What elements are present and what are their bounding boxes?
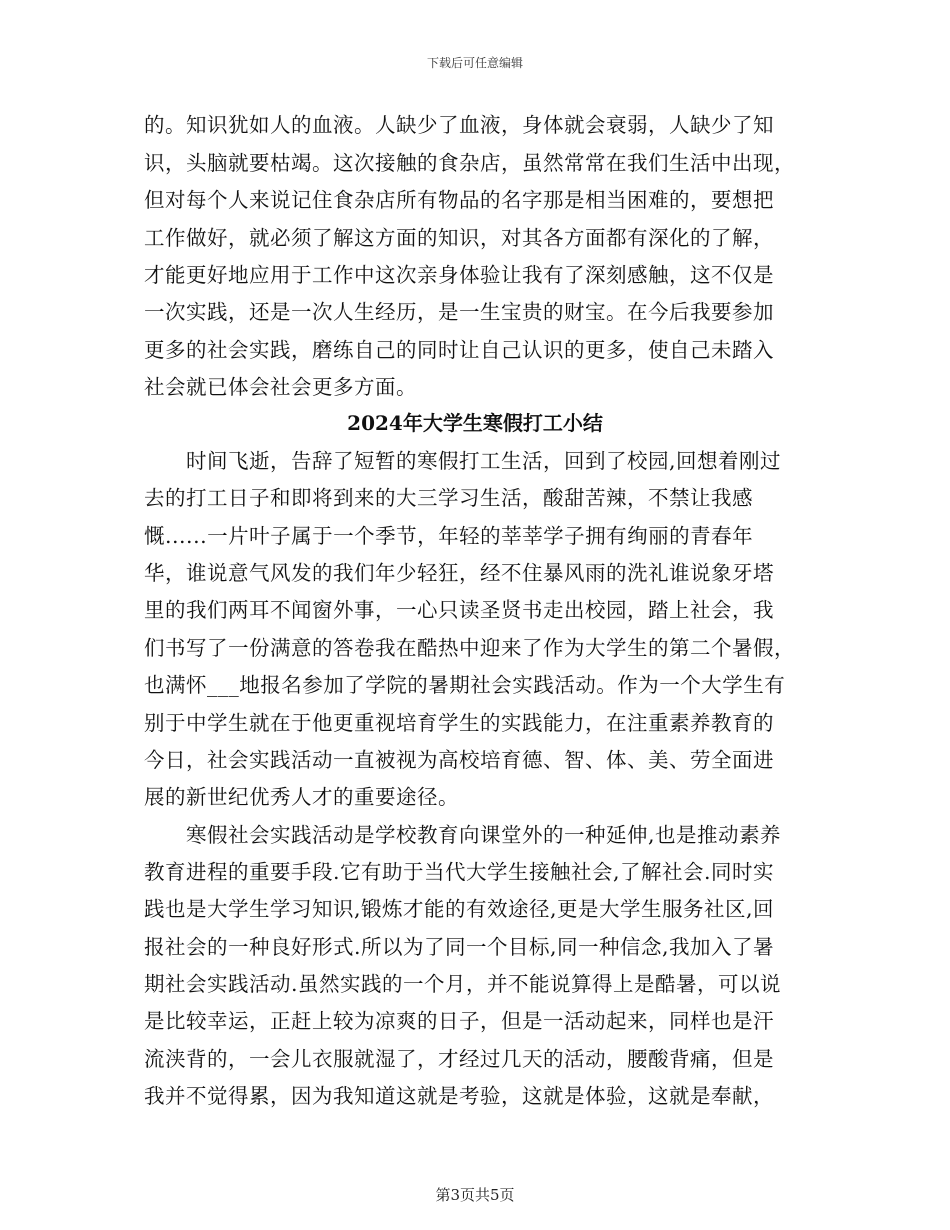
- para1-line-5: 才能更好地应用于工作中这次亲身体验让我有了深刻感触，这不仅是: [144, 263, 774, 287]
- para3-line-4: 报社会的一种良好形式.所以为了同一个目标,同一种信念,我加入了暑: [144, 935, 775, 959]
- para2-line-5: 里的我们两耳不闻窗外事，一心只读圣贤书走出校园，踏上社会，我: [144, 598, 774, 622]
- para3-line-8: 我并不觉得累，因为我知道这就是考验，这就是体验，这就是奉献，: [144, 1084, 774, 1108]
- para2-line-6: 们书写了一份满意的答卷我在酷热中迎来了作为大学生的第二个暑假，: [144, 636, 795, 660]
- para2-line-9: 今日，社会实践活动一直被视为高校培育德、智、体、美、劳全面进: [144, 748, 774, 772]
- para1-line-8: 社会就已体会社会更多方面。: [144, 375, 417, 399]
- para3-line-1: 寒假社会实践活动是学校教育向课堂外的一种延伸,也是推动素养: [186, 823, 782, 847]
- para2-line-3: 慨......一片叶子属于一个季节，年轻的莘莘学子拥有绚丽的青春年: [144, 524, 754, 548]
- page-footer: 第3页共5页: [435, 1186, 515, 1204]
- para1-line-1: 的。知识犹如人的血液。人缺少了血液，身体就会衰弱，人缺少了知: [144, 113, 774, 137]
- para3-line-6: 是比较幸运，正赶上较为凉爽的日子，但是一活动起来，同样也是汗: [144, 1009, 774, 1033]
- para3-line-2: 教育进程的重要手段.它有助于当代大学生接触社会,了解社会.同时实: [144, 860, 775, 884]
- para1-line-3: 但对每个人来说记住食杂店所有物品的名字那是相当困难的，要想把: [144, 188, 774, 212]
- page-header: 下载后可任意编辑: [426, 56, 523, 70]
- para1-line-2: 识，头脑就要枯竭。这次接触的食杂店，虽然常常在我们生活中出现，: [144, 151, 795, 175]
- para2-line-10: 展的新世纪优秀人才的重要途径。: [144, 785, 459, 809]
- para3-line-5: 期社会实践活动.虽然实践的一个月，并不能说算得上是酷暑，可以说: [144, 972, 782, 996]
- para1-line-7: 更多的社会实践，磨练自己的同时让自己认识的更多，使自己未踏入: [144, 338, 774, 362]
- para2-line-8: 别于中学生就在于他更重视培育学生的实践能力，在注重素养教育的: [144, 711, 774, 735]
- para2-line-7: 也满怀___地报名参加了学院的暑期社会实践活动。作为一个大学生有: [144, 673, 786, 697]
- para2-line-4: 华，谁说意气风发的我们年少轻狂，经不住暴风雨的洗礼谁说象牙塔: [144, 561, 774, 585]
- para3-line-7: 流浃背的，一会儿衣服就湿了，才经过几天的活动，腰酸背痛，但是: [144, 1047, 774, 1071]
- section-title: 2024年大学生寒假打工小结: [347, 411, 603, 435]
- para3-line-3: 践也是大学生学习知识,锻炼才能的有效途径,更是大学生服务社区,回: [144, 897, 775, 921]
- para2-line-2: 去的打工日子和即将到来的大三学习生活，酸甜苦辣，不禁让我感: [144, 486, 753, 510]
- para1-line-4: 工作做好，就必须了解这方面的知识，对其各方面都有深化的了解，: [144, 226, 774, 250]
- para1-line-6: 一次实践，还是一次人生经历，是一生宝贵的财宝。在今后我要参加: [144, 300, 774, 324]
- para2-line-1: 时间飞逝，告辞了短暂的寒假打工生活，回到了校园,回想着刚过: [186, 449, 782, 473]
